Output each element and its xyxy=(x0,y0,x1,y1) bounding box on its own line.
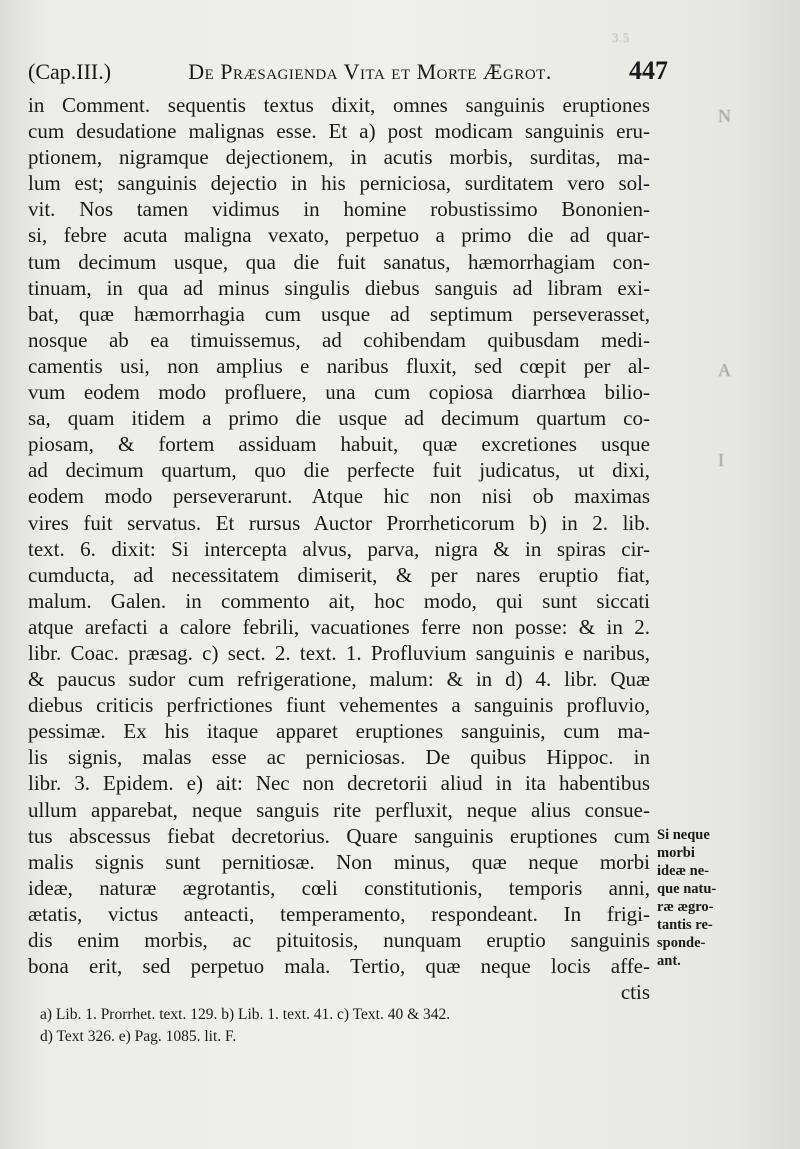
text-line: ullum apparebat, neque sanguis rite perfluxit, neque alius consue- xyxy=(28,797,650,822)
text-line: & paucus sudor cum refrigeratione, malum: & in d) 4. libr. Quæ xyxy=(28,667,650,692)
running-header xyxy=(28,56,668,88)
text-line: ideæ, naturæ ægrotantis, cœli constitutionis, temporis anni, xyxy=(28,875,650,900)
text-line: pessimæ. Ex his itaque apparet eruptiones sanguinis, cum ma- xyxy=(28,719,650,744)
footnote-line: d) Text 326. e) Pag. 1085. lit. F. xyxy=(40,1028,237,1045)
text-line: nosque ab ea timuissemus, ad cohibendam quibusdam medi- xyxy=(28,327,650,352)
text-line: text. 6. dixit: Si intercepta alvus, parva, nigra & in spiras cir- xyxy=(28,536,650,561)
text-line: dis enim morbis, ac pituitosis, nunquam eruptio sanguinis xyxy=(28,928,650,952)
text-line: malum. Galen. in commento ait, hoc modo, qui sunt siccati xyxy=(28,588,650,613)
text-line: cum desudatione malignas esse. Et a) post modicam sanguinis eru- xyxy=(28,119,650,144)
text-line: ctis xyxy=(620,980,650,1005)
text-line: atque arefacti a calore febrili, vacuationes ferre non posse: & in 2. xyxy=(28,614,650,639)
page-number: 447 xyxy=(628,56,668,85)
text-line: ad decimum quartum, quo die perfecte fuit judicatus, ut dixi, xyxy=(28,458,650,483)
text-line: vum eodem modo profluere, una cum copiosa diarrhœa bilio- xyxy=(28,380,650,405)
text-line: tinuam, in qua ad minus singulis diebus sanguis ad libram exi- xyxy=(28,275,650,300)
footnote-line: a) Lib. 1. Prorrhet. text. 129. b) Lib. 1. text. 41. c) Text. 40 & 342. xyxy=(40,1006,451,1023)
bleed-through-mark: N xyxy=(718,106,732,126)
text-line: camentis usi, non amplius e naribus fluxit, sed cœpit per al- xyxy=(28,353,650,378)
text-line: piosam, & fortem assiduam habuit, quæ excretiones usque xyxy=(28,432,650,457)
text-line: bat, quæ hæmorrhagia cum usque ad septimum perseverasset, xyxy=(28,301,650,326)
marginal-note-line: morbi xyxy=(657,845,695,861)
text-line: tus abscessus fiebat decretorius. Quare sanguinis eruptiones cum xyxy=(28,823,650,848)
bleed-through-text: 3.5 xyxy=(612,30,638,45)
text-line: diebus criticis perfrictiones fiunt vehementes a sanguinis profluvio, xyxy=(28,693,650,718)
marginal-note-line: tantis re- xyxy=(657,917,713,933)
text-line: lis signis, malas esse ac perniciosas. De quibus Hippoc. in xyxy=(28,745,650,770)
bleed-through-mark: A xyxy=(718,360,732,380)
marginal-note-line: ideæ ne- xyxy=(657,863,709,879)
text-line: eodem modo perseverarunt. Atque hic non nisi ob maximas xyxy=(28,484,650,509)
marginal-note-line: sponde- xyxy=(657,935,706,951)
marginal-note-line: que natu- xyxy=(657,881,717,897)
text-line: vit. Nos tamen vidimus in homine robustissimo Bononien- xyxy=(28,197,650,222)
main-text-block xyxy=(28,92,650,1005)
text-line: in Comment. sequentis textus dixit, omnes sanguinis eruptiones xyxy=(28,93,650,117)
marginal-note-line: ræ ægro- xyxy=(657,899,714,915)
text-line: cumducta, ad necessitatem dimiserit, & per nares eruptio fiat, xyxy=(28,562,650,587)
text-line: libr. 3. Epidem. e) ait: Nec non decretorii aliud in ita habentibus xyxy=(28,771,650,796)
text-line: bona erit, sed perpetuo mala. Tertio, quæ neque locis affe- xyxy=(28,954,650,979)
marginal-note-line: Si neque xyxy=(657,827,710,843)
text-line: lum est; sanguinis dejectio in his perniciosa, surditatem vero sol- xyxy=(28,171,650,196)
marginal-note xyxy=(657,826,737,970)
text-line: si, febre acuta maligna vexato, perpetuo a primo die ad quar- xyxy=(28,223,650,248)
marginal-note-line: ant. xyxy=(657,953,681,969)
text-line: ætatis, victus anteacti, temperamento, respondeant. In frigi- xyxy=(28,901,650,926)
bleed-through-mark: I xyxy=(718,450,725,470)
text-line: ptionem, nigramque dejectionem, in acutis morbis, surditas, ma- xyxy=(28,145,650,170)
footnotes xyxy=(40,1004,660,1048)
chapter-label: (Cap.III.) xyxy=(28,59,112,84)
text-line: malis signis sunt pernitiosæ. Non minus, quæ neque morbi xyxy=(28,849,650,874)
running-title: De Præsagienda Vita et Morte Ægrot. xyxy=(188,59,552,84)
text-line: libr. Coac. præsag. c) sect. 2. text. 1. Profluvium sanguinis e naribus, xyxy=(28,640,650,665)
text-line: sa, quam itidem a primo die usque ad decimum quartum co- xyxy=(28,406,650,431)
text-line: tum decimum usque, qua die fuit sanatus, hæmorrhagiam con- xyxy=(28,249,650,274)
text-line: vires fuit servatus. Et rursus Auctor Prorrheticorum b) in 2. lib. xyxy=(28,510,650,535)
